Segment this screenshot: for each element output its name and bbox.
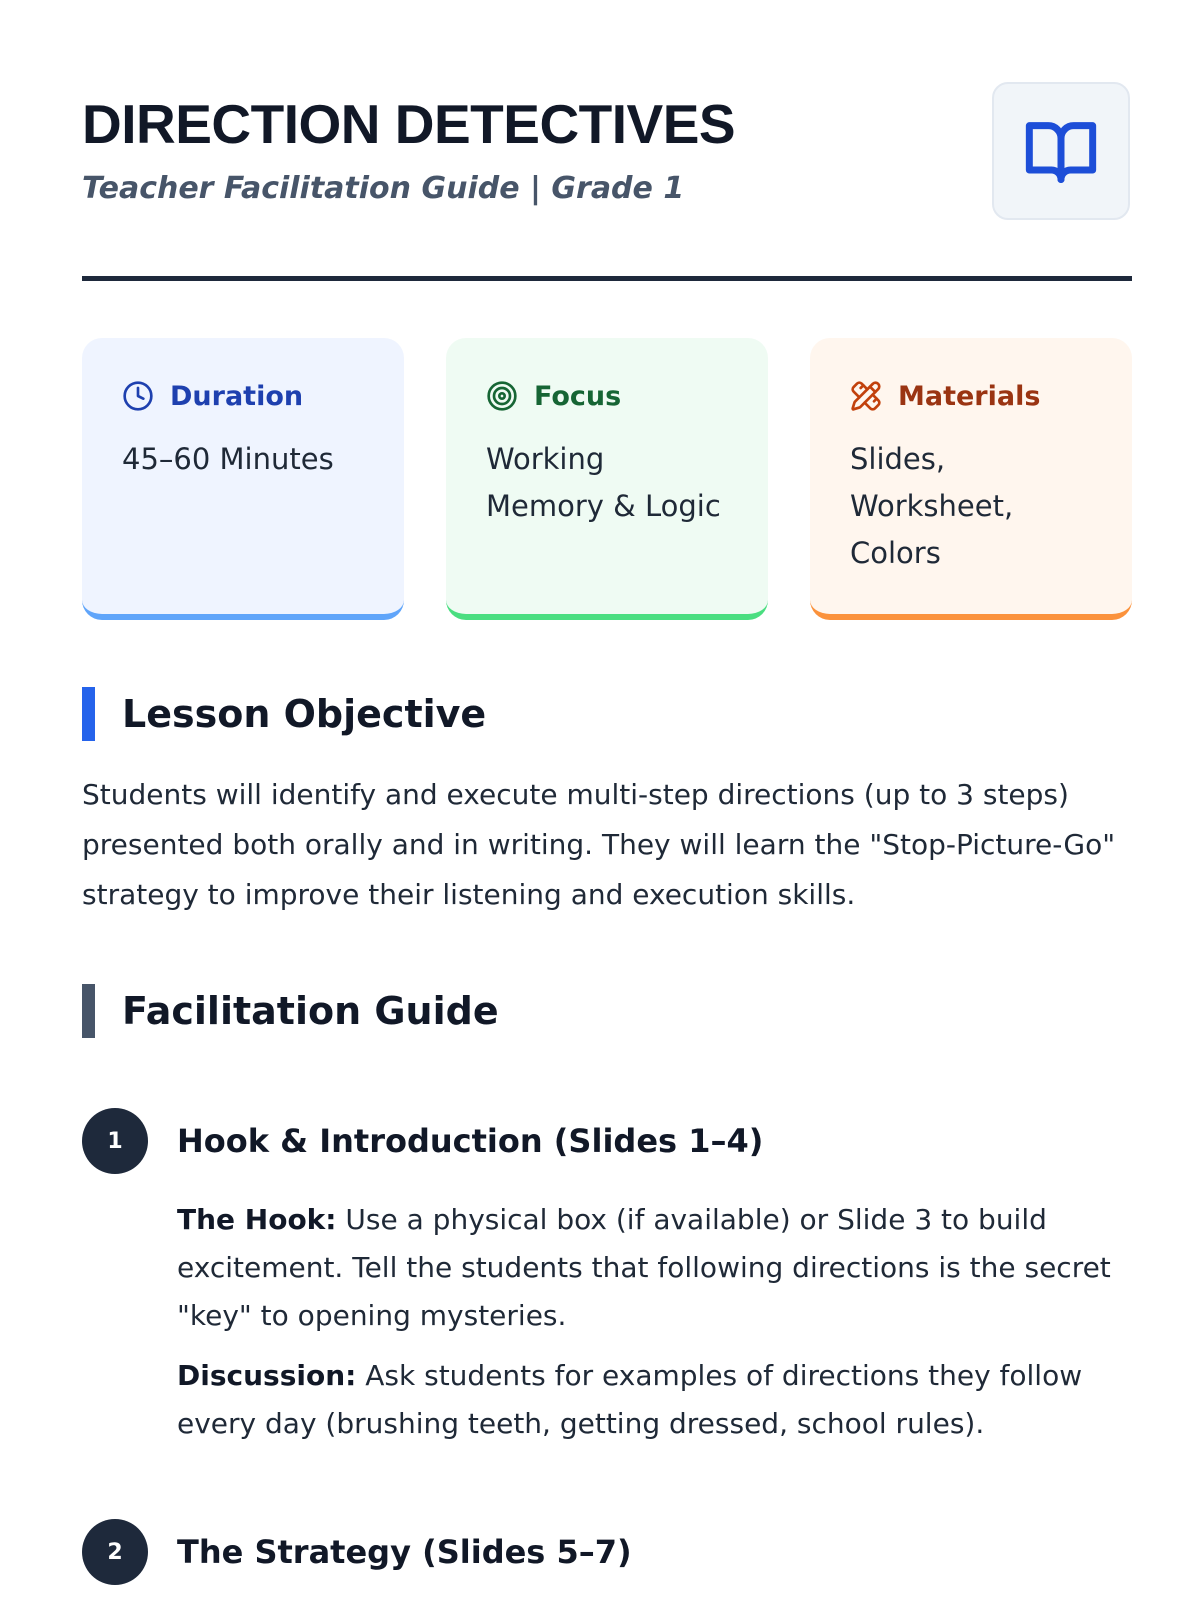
objective-heading: Lesson Objective bbox=[122, 692, 487, 736]
pencil-ruler-icon bbox=[850, 380, 882, 412]
duration-label: Duration bbox=[170, 380, 304, 412]
materials-value-line: Colors bbox=[850, 536, 941, 570]
objective-heading-row bbox=[82, 687, 486, 741]
header-divider bbox=[82, 276, 1132, 281]
section-accent-bar bbox=[82, 687, 95, 741]
clock-icon bbox=[122, 380, 154, 412]
step-number-badge: 2 bbox=[82, 1519, 148, 1585]
focus-card bbox=[446, 338, 768, 620]
header bbox=[82, 88, 1132, 228]
step-paragraph-text: Ask students for examples of directions they follow every day (brushing teeth, getting dressed, school rules). bbox=[177, 1359, 1083, 1440]
focus-value-line: Working bbox=[486, 442, 605, 476]
focus-value bbox=[486, 436, 744, 530]
materials-label: Materials bbox=[898, 380, 1041, 412]
book-open-icon bbox=[1023, 113, 1099, 189]
step-paragraph-text: Use a physical box (if available) or Slide 3 to build excitement. Tell the students that following directions is the secret "key" to opening mysteries. bbox=[177, 1203, 1111, 1332]
materials-value bbox=[850, 436, 1108, 577]
step-title: The Strategy (Slides 5–7) bbox=[177, 1533, 632, 1571]
step-number-badge: 1 bbox=[82, 1108, 148, 1174]
step-paragraph-label: Discussion: bbox=[177, 1359, 357, 1392]
focus-label: Focus bbox=[534, 380, 622, 412]
step-paragraph bbox=[177, 1352, 1137, 1448]
materials-value-line: Slides, bbox=[850, 442, 946, 476]
focus-value-line: Memory & Logic bbox=[486, 489, 721, 523]
logo-badge bbox=[992, 82, 1130, 220]
objective-text: Students will identify and execute multi-step directions (up to 3 steps) presented both orally and in writing. They will learn the "Stop-Picture-Go" strategy to improve their listening and execution skills. bbox=[82, 778, 1116, 911]
step-paragraph bbox=[177, 1196, 1137, 1340]
materials-card bbox=[810, 338, 1132, 620]
target-icon bbox=[486, 380, 518, 412]
duration-value-line: 45–60 Minutes bbox=[122, 442, 334, 476]
step-title: Hook & Introduction (Slides 1–4) bbox=[177, 1122, 764, 1160]
section-accent-bar bbox=[82, 984, 95, 1038]
materials-value-line: Worksheet, bbox=[850, 489, 1014, 523]
info-cards bbox=[82, 338, 1132, 620]
duration-card bbox=[82, 338, 404, 620]
guide-heading-row bbox=[82, 984, 499, 1038]
guide-heading: Facilitation Guide bbox=[122, 989, 499, 1033]
duration-value bbox=[122, 436, 380, 483]
page-subtitle: Teacher Facilitation Guide | Grade 1 bbox=[82, 171, 685, 206]
page-title: DIRECTION DETECTIVES bbox=[82, 93, 736, 155]
step-paragraph-label: The Hook: bbox=[177, 1203, 337, 1236]
